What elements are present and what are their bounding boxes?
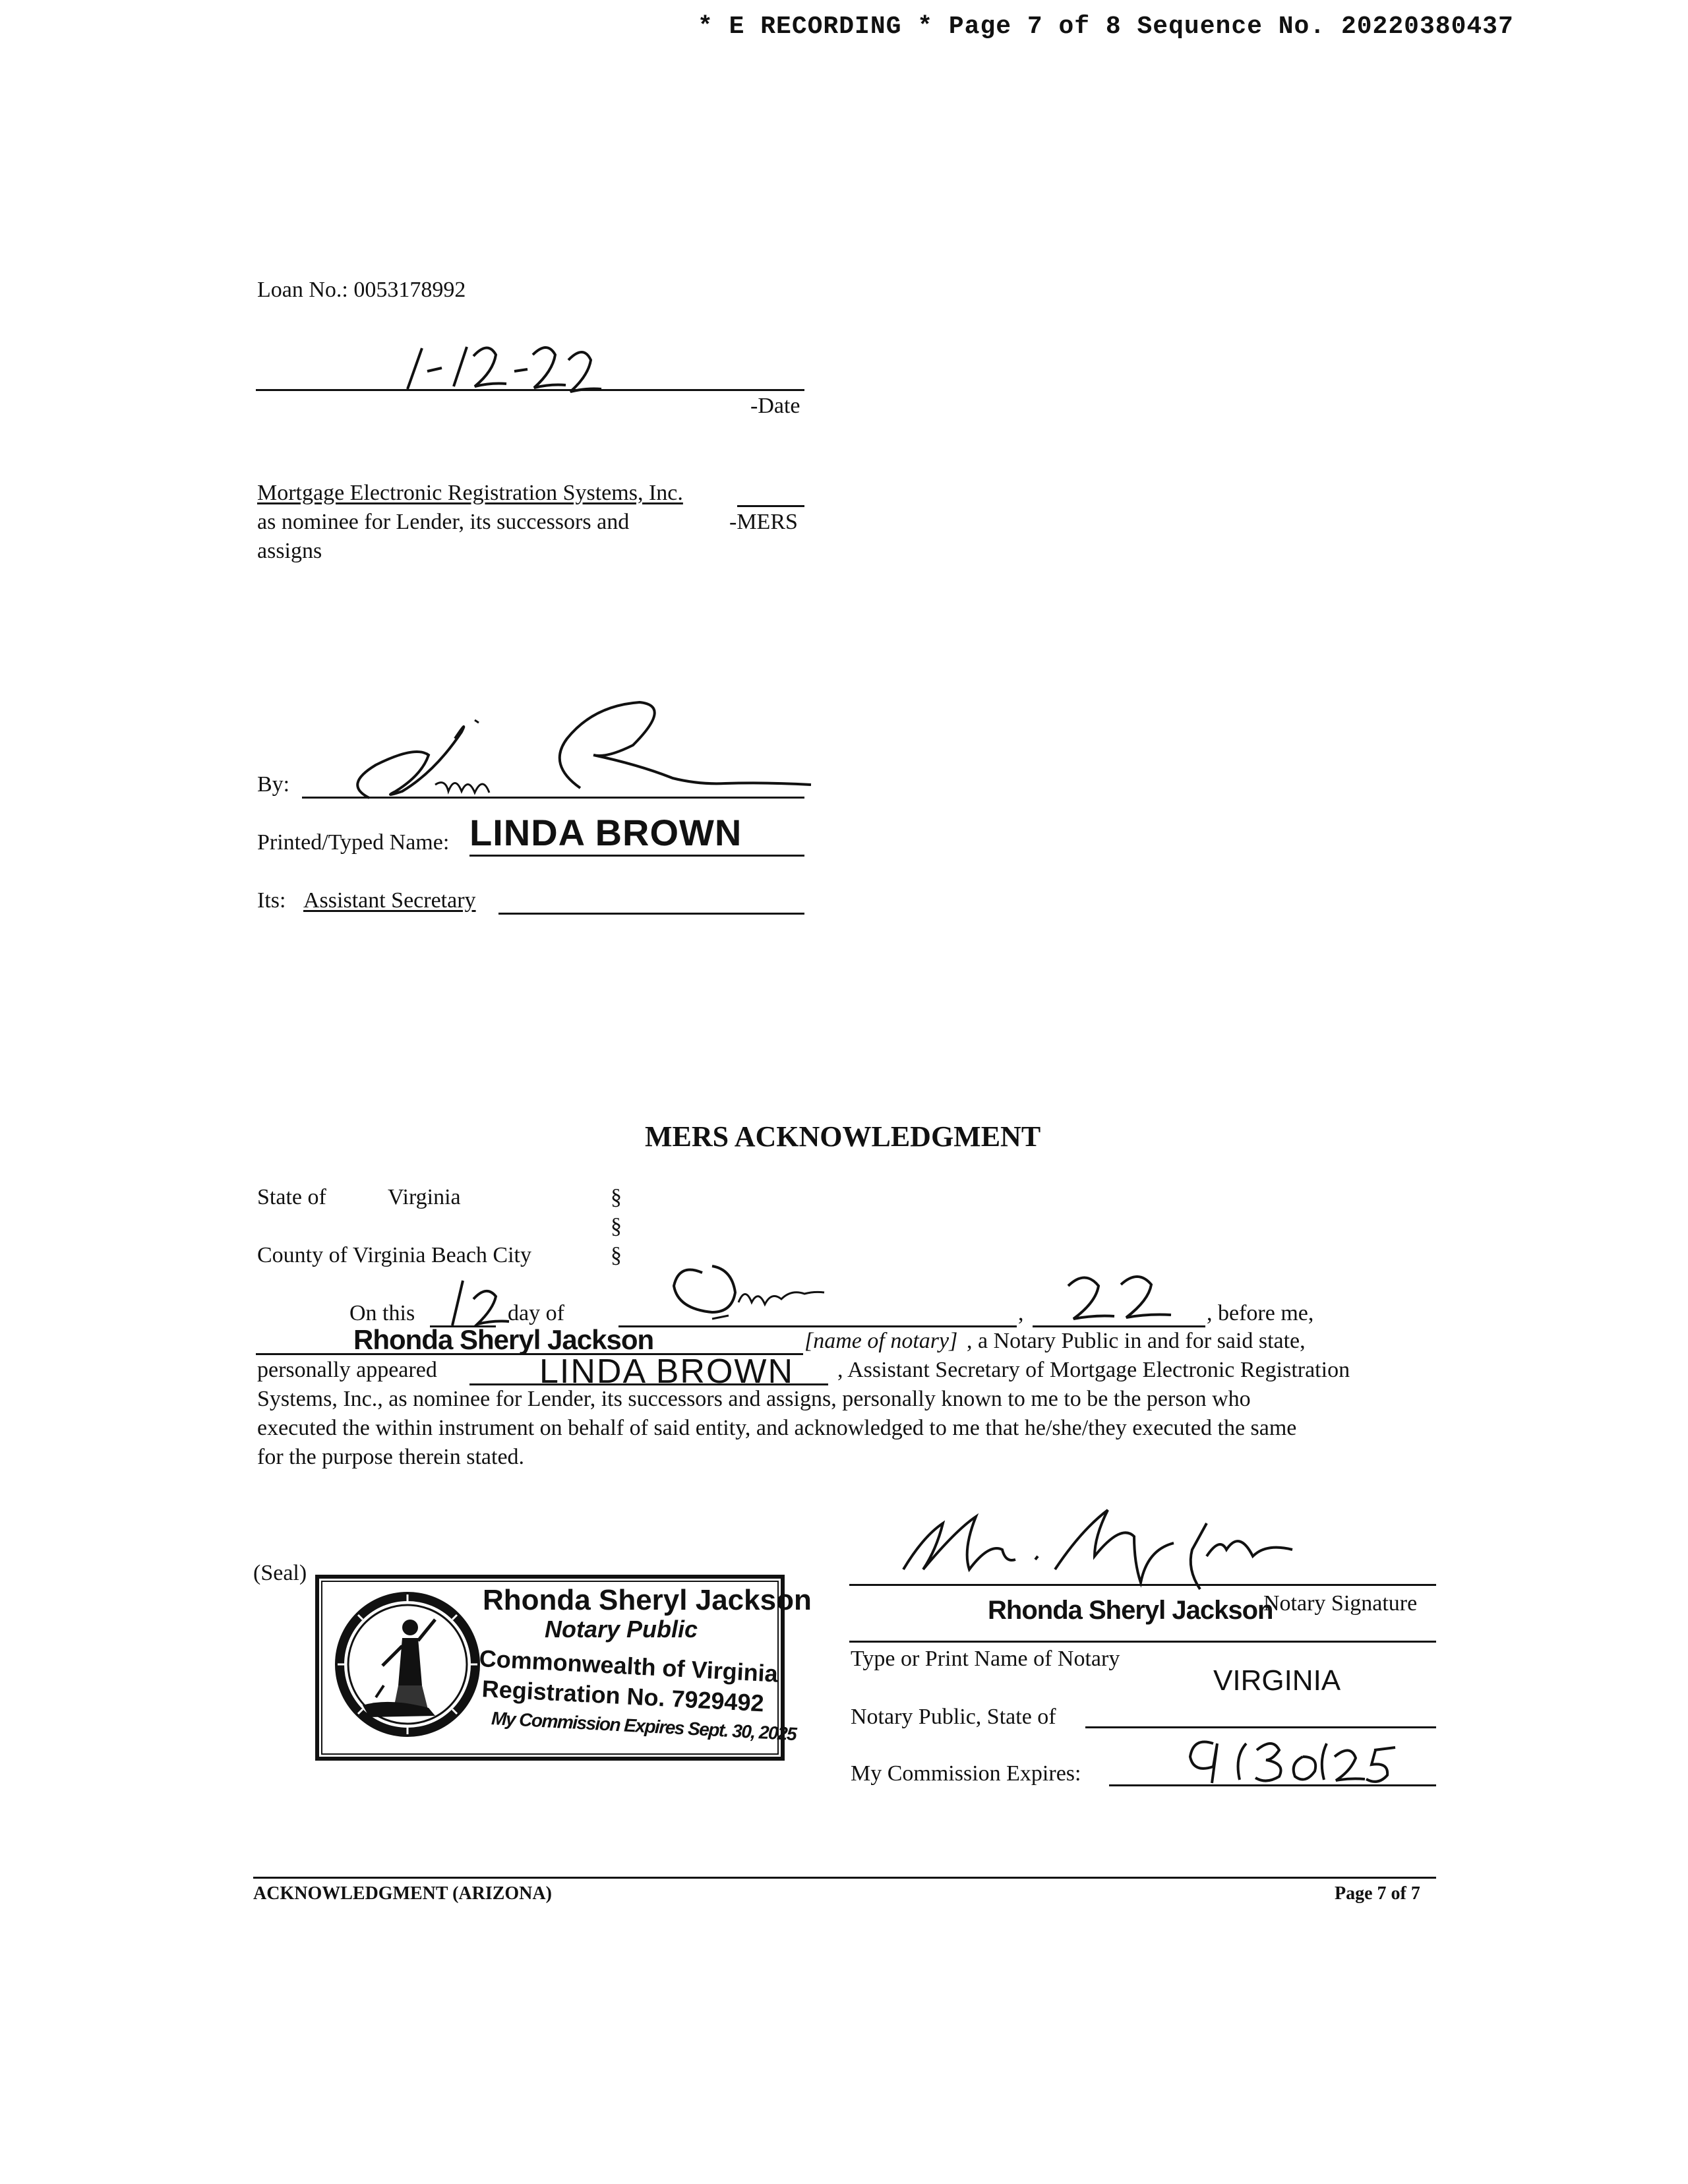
by-label: By: — [257, 772, 290, 797]
notary-public-text: , a Notary Public in and for said state, — [967, 1329, 1306, 1353]
recording-header: * E RECORDING * Page 7 of 8 Sequence No. 20220380437 — [698, 13, 1514, 41]
its-line — [498, 913, 804, 915]
acknowledgment-title: MERS ACKNOWLEDGMENT — [645, 1120, 1041, 1153]
notary-state-value: VIRGINIA — [1213, 1664, 1341, 1697]
notary-name-line — [849, 1641, 1436, 1643]
commission-expires-label: My Commission Expires: — [851, 1761, 1081, 1786]
mers-tag: -MERS — [729, 510, 798, 534]
mers-name: Mortgage Electronic Registration Systems, Inc. — [257, 481, 683, 505]
by-line — [302, 797, 804, 799]
notary-signature-line — [849, 1584, 1436, 1586]
commission-expires-line — [1109, 1784, 1436, 1786]
loan-number: Loan No.: 0053178992 — [257, 278, 466, 302]
type-print-name-label: Type or Print Name of Notary — [851, 1647, 1120, 1671]
notary-signature-label: Notary Signature — [1263, 1591, 1418, 1616]
state-label: State of — [257, 1185, 326, 1209]
footer-right: Page 7 of 7 — [1335, 1883, 1420, 1904]
mers-nominee: as nominee for Lender, its successors and — [257, 510, 630, 534]
notary-name-typed-stamp: Rhonda Sheryl Jackson — [988, 1596, 1273, 1625]
seal-notary-name: Rhonda Sheryl Jackson — [483, 1584, 812, 1616]
seal-notary-title: Notary Public — [545, 1616, 698, 1643]
mers-name-line-ext — [737, 505, 804, 507]
appeared-rest-text: , Assistant Secretary of Mortgage Electronic Registration — [837, 1358, 1350, 1382]
its-label: Its: — [257, 888, 286, 913]
its-value: Assistant Secretary — [303, 888, 476, 913]
printed-name-label: Printed/Typed Name: — [257, 830, 450, 855]
appeared-name-stamp: LINDA BROWN — [539, 1352, 795, 1391]
notary-handwritten-signature — [897, 1497, 1345, 1596]
printed-name-line — [469, 855, 804, 857]
section-symbol-3: § — [611, 1243, 622, 1267]
handwritten-year — [1059, 1266, 1178, 1329]
county-label: County of Virginia Beach City — [257, 1243, 532, 1267]
ack-body-line-3: Systems, Inc., as nominee for Lender, its successors and assigns, personally known to me to be the person who — [257, 1387, 1251, 1411]
seal-expires: My Commission Expires Sept. 30, 2025 — [491, 1708, 797, 1745]
linda-brown-signature — [330, 692, 818, 804]
date-line — [256, 389, 804, 391]
notary-state-label: Notary Public, State of — [851, 1705, 1056, 1729]
ack-body-line-5: for the purpose therein stated. — [257, 1445, 525, 1469]
handwritten-month — [666, 1253, 831, 1329]
personally-appeared-label: personally appeared — [257, 1358, 437, 1382]
before-me-text: , before me, — [1207, 1301, 1314, 1325]
ack-body-line-4: executed the within instrument on behalf of said entity, and acknowledged to me that he/she/they executed the same — [257, 1416, 1297, 1440]
state-value: Virginia — [388, 1185, 461, 1209]
mers-assigns: assigns — [257, 539, 322, 563]
virginia-seal-emblem — [330, 1587, 485, 1742]
notary-seal-stamp — [315, 1575, 812, 1761]
on-this-label: On this — [349, 1301, 415, 1325]
month-comma: , — [1018, 1301, 1024, 1325]
date-caption: -Date — [750, 394, 800, 418]
day-of-label: day of — [508, 1301, 564, 1325]
notary-name-stamp: Rhonda Sheryl Jackson — [353, 1324, 654, 1355]
handwritten-day — [440, 1273, 513, 1332]
section-symbol-2: § — [611, 1214, 622, 1238]
handwritten-expiry-date — [1174, 1724, 1398, 1790]
seal-registration: Registration No. 7929492 — [481, 1675, 765, 1717]
footer-rule — [253, 1877, 1436, 1879]
footer-left: ACKNOWLEDGMENT (ARIZONA) — [253, 1883, 552, 1904]
printed-name-stamp: LINDA BROWN — [469, 812, 742, 853]
section-symbol-1: § — [611, 1185, 622, 1209]
seal-label: (Seal) — [253, 1561, 307, 1585]
handwritten-date — [396, 335, 620, 398]
name-of-notary-placeholder: [name of notary] — [804, 1329, 958, 1353]
seal-commonwealth: Commonwealth of Virginia — [478, 1645, 779, 1687]
